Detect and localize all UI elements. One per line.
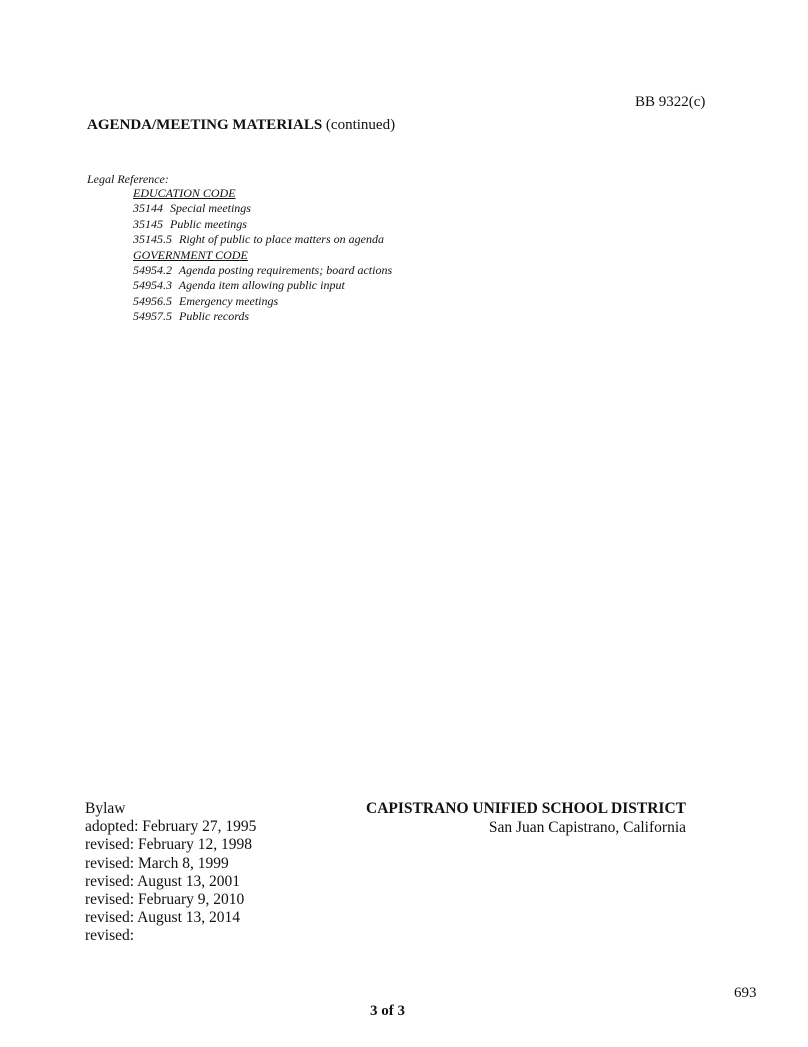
legal-item (133, 201, 392, 216)
legal-reference-heading: Legal Reference: (87, 172, 169, 186)
legal-item-number: 35145 (133, 216, 163, 231)
history-label: revised: (85, 891, 135, 909)
history-label: revised: (85, 927, 135, 945)
history-date: February 9, 2010 (137, 891, 245, 909)
adoption-history (85, 800, 256, 946)
legal-item (133, 294, 392, 309)
history-entry (85, 855, 256, 873)
legal-item-number: 54954.3 (133, 278, 172, 293)
legal-item-text: Public records (179, 309, 250, 324)
legal-item-text: Public meetings (170, 216, 247, 231)
history-label: revised: (85, 854, 135, 872)
history-label: adopted: (85, 818, 139, 836)
history-entry (85, 873, 256, 891)
legal-item-text: Right of public to place matters on agenda (179, 232, 384, 247)
page-title-main: AGENDA/MEETING MATERIALS (87, 117, 323, 133)
history-date: August 13, 2001 (137, 872, 241, 890)
document-code: BB 9322(c) (635, 94, 706, 110)
history-date: February 27, 1995 (142, 818, 257, 836)
history-entry (85, 909, 256, 927)
policy-type: Bylaw (85, 800, 126, 817)
education-code-heading: EDUCATION CODE (133, 186, 236, 200)
page-title-suffix: (continued) (325, 117, 396, 133)
legal-item-number: 35145.5 (133, 232, 172, 247)
history-date: February 12, 1998 (137, 836, 253, 854)
page-count: 3 of 3 (370, 1003, 405, 1019)
government-code-heading: GOVERNMENT CODE (133, 247, 248, 262)
district-block (352, 800, 686, 837)
legal-item-text: Agenda posting requirements; board actions (178, 263, 393, 278)
legal-item-text: Agenda item allowing public input (178, 278, 345, 293)
history-label: revised: (85, 872, 135, 890)
legal-item-number: 54954.2 (133, 263, 172, 278)
history-label: revised: (85, 909, 135, 927)
legal-item (133, 232, 392, 247)
history-date: August 13, 2014 (137, 909, 241, 927)
page-title (87, 117, 395, 134)
history-entry (85, 891, 256, 909)
history-date: March 8, 1999 (137, 854, 229, 872)
legal-item-number: 54957.5 (133, 309, 172, 324)
legal-item-number: 35144 (133, 201, 163, 216)
district-name: CAPISTRANO UNIFIED SCHOOL DISTRICT (366, 800, 686, 817)
legal-item (133, 278, 392, 293)
history-entry (85, 836, 256, 854)
legal-item (133, 263, 392, 278)
legal-item (133, 217, 392, 232)
legal-item-number: 54956.5 (133, 293, 172, 308)
page-number: 693 (734, 985, 757, 1001)
legal-item-text: Emergency meetings (179, 293, 279, 308)
district-location: San Juan Capistrano, California (488, 818, 686, 836)
history-entry (85, 927, 256, 945)
legal-item-text: Special meetings (170, 201, 251, 216)
legal-item (133, 309, 392, 324)
legal-reference-list (133, 186, 392, 325)
history-label: revised: (85, 836, 135, 854)
history-entry (85, 818, 256, 836)
